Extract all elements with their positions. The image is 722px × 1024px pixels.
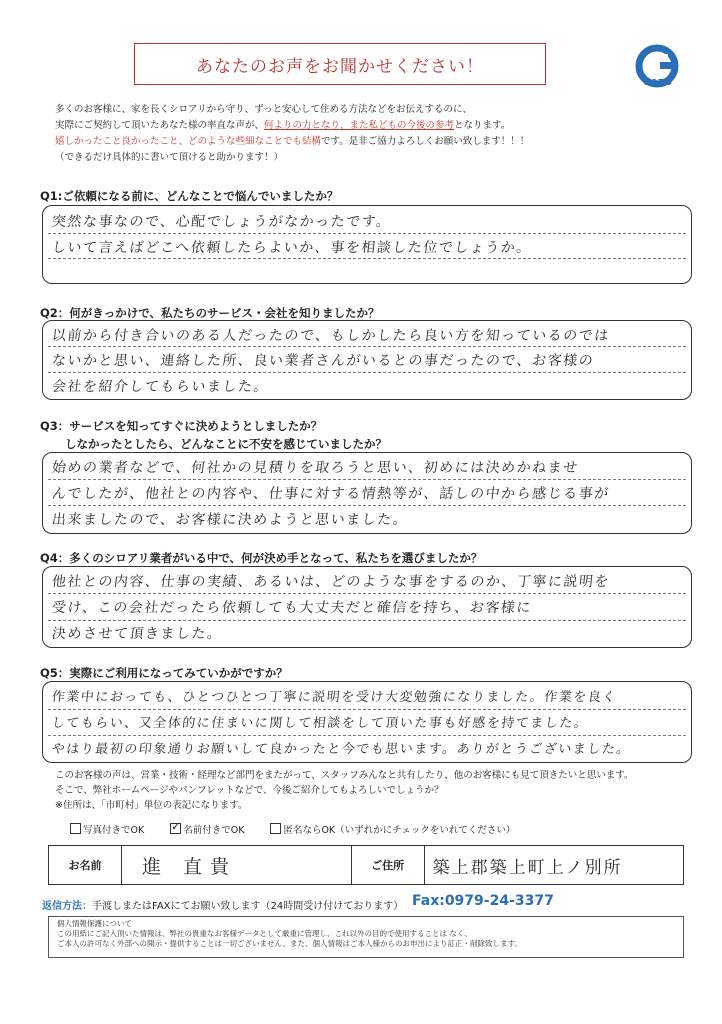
question-3-label: Q3：サービスを知ってすぐに決めようとしましたか？ — [40, 419, 323, 433]
question-4-answer-line: 決めさせて頂きました。 — [51, 626, 224, 642]
intro-line-1: 多くのお客様に、家を長くシロアリから守り、ずっと安心して住める方法などをお伝えするのに、 — [55, 104, 473, 115]
question-4-answer-line: 受け、この会社だったら依頼しても大丈夫だと確信を持ち、お客様に — [51, 600, 533, 616]
intro-line-4: （できるだけ具体的に書いて頂けると助かります！） — [55, 152, 284, 163]
question-5-label: Q5：実際にご利用になってみていかがですか？ — [40, 666, 288, 680]
return-method-label: 返信方法： — [42, 901, 92, 912]
intro-text — [55, 102, 695, 166]
return-method-text: 手渡しまたはFAXにてお願い致します（24時間受け付けております） — [92, 901, 404, 912]
address-label: ご住所 — [352, 846, 425, 884]
footer-note-line-3: ※住所は、「市町村」単位の表記になります。 — [55, 800, 248, 811]
consent-photo-checkbox[interactable]: 写真付きでOK — [70, 822, 144, 836]
page-title — [134, 43, 546, 85]
question-4-label: Q4：多くのシロアリ業者がいる中で、何が決め手となって、私たちを選びましたか？ — [40, 551, 483, 565]
footer-note — [55, 768, 634, 813]
consent-name-checkbox[interactable]: ✓ 名前付きでOK — [170, 822, 244, 836]
footer-note-line-2: そこで、弊社ホームページやパンフレットなどで、今後ご紹介してもよろしいでしょうか？ — [55, 785, 444, 796]
consent-anonymous-checkbox[interactable]: 匿名ならOK（いずれかにチェックをいれてください） — [270, 822, 515, 836]
consent-options — [70, 822, 515, 836]
question-5-answer-line: してもらい、又全体的に住まいに関して相談をして頂いた事も好感を持てました。 — [51, 716, 590, 731]
page-title-text: あなたのお声をお聞かせください！ — [196, 56, 484, 77]
goto-logo-icon — [630, 38, 684, 98]
intro-line-2: 実際にご契約して頂いたあなた様の率直な声が、何よりの力となり、また私どもの今後の参考となります。 — [55, 120, 511, 131]
question-1-label: Q1:ご依頼になる前に、どんなことで悩んでいましたか？ — [40, 189, 339, 203]
name-label: お名前 — [49, 846, 122, 884]
privacy-notice — [48, 916, 684, 958]
question-1-answer-line: しいて言えばどこへ依頼したらよいか、事を相談した位でしょうか。 — [51, 240, 533, 256]
privacy-line-2: ご本人の許可なく外部への開示・提供することは一切ございません。また、個人情報はご本人様からのお申出により訂正・削除致します。 — [57, 939, 522, 948]
return-method — [42, 897, 403, 912]
privacy-title: 個人情報保護について — [57, 919, 132, 928]
address-field[interactable]: 築上郡築上町上ノ別所 — [432, 857, 623, 878]
signature-box — [48, 845, 684, 885]
footer-note-line-1: このお客様の声は、営業・技術・経理など部門をまたがって、スタッフみんなと共有したり、他のお客様にも見て頂きたいと思います。 — [55, 770, 634, 781]
question-2-label: Q2：何がきっかけで、私たちのサービス・会社を知りましたか？ — [40, 306, 380, 320]
question-4-answer-line: 他社との内容、仕事の実績、あるいは、どのような事をするのか、丁寧に説明を — [51, 574, 611, 590]
question-2-answer-line: 会社を紹介してもらいました。 — [51, 379, 270, 395]
logo-text: GOTO — [643, 78, 673, 87]
question-3-answer-line: 出来ましたので、お客様に決めようと思いました。 — [51, 512, 409, 528]
question-2-answer-line: 以前から付き合いのある人だったので、もしかしたら良い方を知っているのでは — [51, 328, 611, 344]
name-field[interactable]: 進 直貴 — [122, 846, 352, 884]
intro-line-3: 嬉しかったこと良かったこと、どのような些細なことでも結構です。是非ご協力よろしくお願い致します！！！ — [55, 136, 530, 147]
privacy-line-1: この用紙にご記入頂いた情報は、弊社の貴重なお客様データとして厳重に管理し、これ以外の目的で使用することは なく、 — [57, 929, 472, 938]
question-3-answer-line: 始めの業者などで、何社かの見積りを取ろうと思い、初めには決めかねませ — [51, 460, 580, 476]
question-2-answer-line: ないかと思い、連絡した所、良い業者さんがいるとの事だったので、お客様の — [51, 353, 595, 369]
question-3-sublabel: しなかったとしたら、どんなことに不安を感じていましたか？ — [65, 437, 387, 451]
question-5-answer-line: 作業中におっても、ひとつひとつ丁寧に説明を受け大変勉強になりました。作業を良く — [51, 690, 618, 705]
question-3-answer-line: んでしたが、他社との内容や、仕事に対する情熱等が、話しの中から感じる事が — [51, 486, 611, 502]
fax-number: Fax:0979-24-3377 — [412, 893, 554, 909]
question-5-answer-line: やはり最初の印象通りお願いして良かったと今でも思います。ありがとうございました。 — [51, 742, 632, 757]
question-1-answer-line: 突然な事なので、心配でしょうがなかったです。 — [51, 214, 393, 230]
